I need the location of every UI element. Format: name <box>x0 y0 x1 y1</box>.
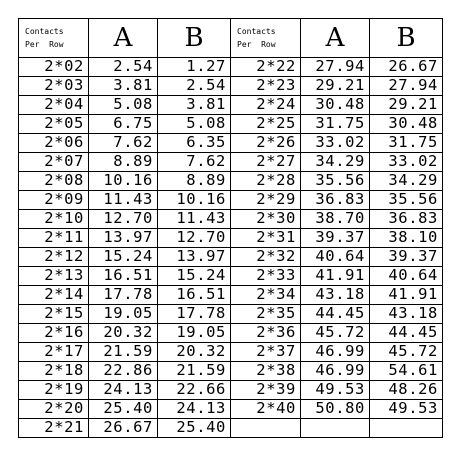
left-cell-a: 6.75 <box>89 115 158 134</box>
contacts-table-container <box>18 18 443 438</box>
left-cell-b: 21.59 <box>158 362 231 381</box>
header-contacts-per-row-right <box>231 19 301 58</box>
right-cell-contacts: 2*26 <box>231 134 301 153</box>
contacts-dimension-table <box>18 18 443 438</box>
left-cell-a: 13.97 <box>89 229 158 248</box>
right-cell-b: 44.45 <box>370 324 443 343</box>
table-row <box>19 400 443 419</box>
left-cell-contacts: 2*21 <box>19 419 89 438</box>
right-cell-b: 40.64 <box>370 267 443 286</box>
right-cell-a: 40.64 <box>301 248 370 267</box>
table-row <box>19 134 443 153</box>
right-cell-a: 45.72 <box>301 324 370 343</box>
right-cell-contacts: 2*25 <box>231 115 301 134</box>
right-cell-b: 35.56 <box>370 191 443 210</box>
right-cell-contacts: 2*27 <box>231 153 301 172</box>
right-cell-b: 49.53 <box>370 400 443 419</box>
left-cell-a: 26.67 <box>89 419 158 438</box>
left-cell-b: 13.97 <box>158 248 231 267</box>
left-cell-contacts: 2*19 <box>19 381 89 400</box>
table-row <box>19 343 443 362</box>
table-row <box>19 267 443 286</box>
left-cell-contacts: 2*10 <box>19 210 89 229</box>
left-cell-b: 17.78 <box>158 305 231 324</box>
table-row <box>19 77 443 96</box>
header-contacts-line1: Contacts <box>25 27 64 36</box>
table-row <box>19 248 443 267</box>
table-row <box>19 324 443 343</box>
header-col-a-right: A <box>301 19 370 58</box>
table-row <box>19 362 443 381</box>
right-cell-a: 38.70 <box>301 210 370 229</box>
right-cell-contacts: 2*38 <box>231 362 301 381</box>
left-cell-contacts: 2*11 <box>19 229 89 248</box>
right-cell-b: 26.67 <box>370 58 443 77</box>
right-cell-a: 33.02 <box>301 134 370 153</box>
left-cell-contacts: 2*03 <box>19 77 89 96</box>
right-cell-b: 27.94 <box>370 77 443 96</box>
left-cell-a: 8.89 <box>89 153 158 172</box>
left-cell-b: 8.89 <box>158 172 231 191</box>
left-cell-contacts: 2*06 <box>19 134 89 153</box>
right-cell-a: 41.91 <box>301 267 370 286</box>
left-cell-a: 17.78 <box>89 286 158 305</box>
left-cell-contacts: 2*02 <box>19 58 89 77</box>
left-cell-a: 5.08 <box>89 96 158 115</box>
right-cell-contacts: 2*34 <box>231 286 301 305</box>
header-contacts-line2: Per Row <box>25 40 64 49</box>
left-cell-a: 3.81 <box>89 77 158 96</box>
right-cell-contacts: 2*39 <box>231 381 301 400</box>
right-cell-contacts: 2*28 <box>231 172 301 191</box>
right-cell-b: 54.61 <box>370 362 443 381</box>
right-cell-a: 50.80 <box>301 400 370 419</box>
header-col-b-left: B <box>158 19 231 58</box>
left-cell-b: 25.40 <box>158 419 231 438</box>
right-cell-a: 49.53 <box>301 381 370 400</box>
right-cell-b: 41.91 <box>370 286 443 305</box>
left-cell-contacts: 2*14 <box>19 286 89 305</box>
right-cell-contacts: 2*31 <box>231 229 301 248</box>
right-cell-a: 29.21 <box>301 77 370 96</box>
left-cell-contacts: 2*16 <box>19 324 89 343</box>
right-cell-b: 30.48 <box>370 115 443 134</box>
right-cell-a: 34.29 <box>301 153 370 172</box>
left-cell-contacts: 2*04 <box>19 96 89 115</box>
left-cell-b: 7.62 <box>158 153 231 172</box>
right-cell-contacts: 2*33 <box>231 267 301 286</box>
table-row <box>19 153 443 172</box>
left-cell-contacts: 2*17 <box>19 343 89 362</box>
left-cell-a: 20.32 <box>89 324 158 343</box>
right-cell-b: 48.26 <box>370 381 443 400</box>
table-row <box>19 229 443 248</box>
right-cell-empty <box>301 419 370 438</box>
right-cell-a: 39.37 <box>301 229 370 248</box>
right-cell-contacts: 2*36 <box>231 324 301 343</box>
right-cell-contacts: 2*22 <box>231 58 301 77</box>
table-row <box>19 96 443 115</box>
right-cell-b: 45.72 <box>370 343 443 362</box>
left-cell-a: 22.86 <box>89 362 158 381</box>
header-col-b-right: B <box>370 19 443 58</box>
left-cell-b: 6.35 <box>158 134 231 153</box>
left-cell-a: 21.59 <box>89 343 158 362</box>
right-cell-contacts: 2*37 <box>231 343 301 362</box>
right-cell-contacts: 2*32 <box>231 248 301 267</box>
right-cell-contacts: 2*29 <box>231 191 301 210</box>
header-contacts-per-row-left <box>19 19 89 58</box>
table-row <box>19 305 443 324</box>
right-cell-contacts: 2*23 <box>231 77 301 96</box>
left-cell-contacts: 2*07 <box>19 153 89 172</box>
left-cell-contacts: 2*12 <box>19 248 89 267</box>
left-cell-a: 16.51 <box>89 267 158 286</box>
right-cell-contacts: 2*30 <box>231 210 301 229</box>
left-cell-a: 7.62 <box>89 134 158 153</box>
left-cell-contacts: 2*15 <box>19 305 89 324</box>
right-cell-contacts: 2*40 <box>231 400 301 419</box>
right-cell-empty <box>370 419 443 438</box>
right-cell-a: 44.45 <box>301 305 370 324</box>
right-cell-b: 39.37 <box>370 248 443 267</box>
left-cell-a: 12.70 <box>89 210 158 229</box>
left-cell-b: 20.32 <box>158 343 231 362</box>
header-contacts-line1: Contacts <box>237 27 276 36</box>
right-cell-a: 46.99 <box>301 343 370 362</box>
left-cell-contacts: 2*13 <box>19 267 89 286</box>
right-cell-a: 30.48 <box>301 96 370 115</box>
left-cell-contacts: 2*20 <box>19 400 89 419</box>
right-cell-a: 43.18 <box>301 286 370 305</box>
right-cell-contacts: 2*24 <box>231 96 301 115</box>
table-body <box>19 58 443 438</box>
left-cell-b: 11.43 <box>158 210 231 229</box>
table-header-row <box>19 19 443 58</box>
left-cell-a: 11.43 <box>89 191 158 210</box>
left-cell-a: 24.13 <box>89 381 158 400</box>
left-cell-b: 22.66 <box>158 381 231 400</box>
right-cell-a: 46.99 <box>301 362 370 381</box>
right-cell-a: 36.83 <box>301 191 370 210</box>
left-cell-b: 12.70 <box>158 229 231 248</box>
right-cell-b: 33.02 <box>370 153 443 172</box>
table-row <box>19 210 443 229</box>
left-cell-a: 10.16 <box>89 172 158 191</box>
left-cell-contacts: 2*08 <box>19 172 89 191</box>
table-row <box>19 115 443 134</box>
right-cell-a: 31.75 <box>301 115 370 134</box>
left-cell-b: 1.27 <box>158 58 231 77</box>
table-row <box>19 286 443 305</box>
left-cell-contacts: 2*05 <box>19 115 89 134</box>
left-cell-a: 25.40 <box>89 400 158 419</box>
right-cell-b: 29.21 <box>370 96 443 115</box>
left-cell-contacts: 2*18 <box>19 362 89 381</box>
left-cell-a: 15.24 <box>89 248 158 267</box>
table-row <box>19 419 443 438</box>
right-cell-a: 35.56 <box>301 172 370 191</box>
left-cell-b: 24.13 <box>158 400 231 419</box>
left-cell-a: 19.05 <box>89 305 158 324</box>
right-cell-contacts: 2*35 <box>231 305 301 324</box>
right-cell-b: 36.83 <box>370 210 443 229</box>
left-cell-b: 10.16 <box>158 191 231 210</box>
header-contacts-line2: Per Row <box>237 40 276 49</box>
right-cell-empty <box>231 419 301 438</box>
table-row <box>19 381 443 400</box>
right-cell-b: 34.29 <box>370 172 443 191</box>
left-cell-b: 2.54 <box>158 77 231 96</box>
left-cell-b: 3.81 <box>158 96 231 115</box>
right-cell-b: 31.75 <box>370 134 443 153</box>
table-row <box>19 58 443 77</box>
right-cell-b: 43.18 <box>370 305 443 324</box>
header-col-a-left: A <box>89 19 158 58</box>
left-cell-contacts: 2*09 <box>19 191 89 210</box>
table-row <box>19 172 443 191</box>
left-cell-b: 5.08 <box>158 115 231 134</box>
right-cell-a: 27.94 <box>301 58 370 77</box>
right-cell-b: 38.10 <box>370 229 443 248</box>
table-row <box>19 191 443 210</box>
left-cell-b: 15.24 <box>158 267 231 286</box>
left-cell-b: 19.05 <box>158 324 231 343</box>
left-cell-a: 2.54 <box>89 58 158 77</box>
left-cell-b: 16.51 <box>158 286 231 305</box>
